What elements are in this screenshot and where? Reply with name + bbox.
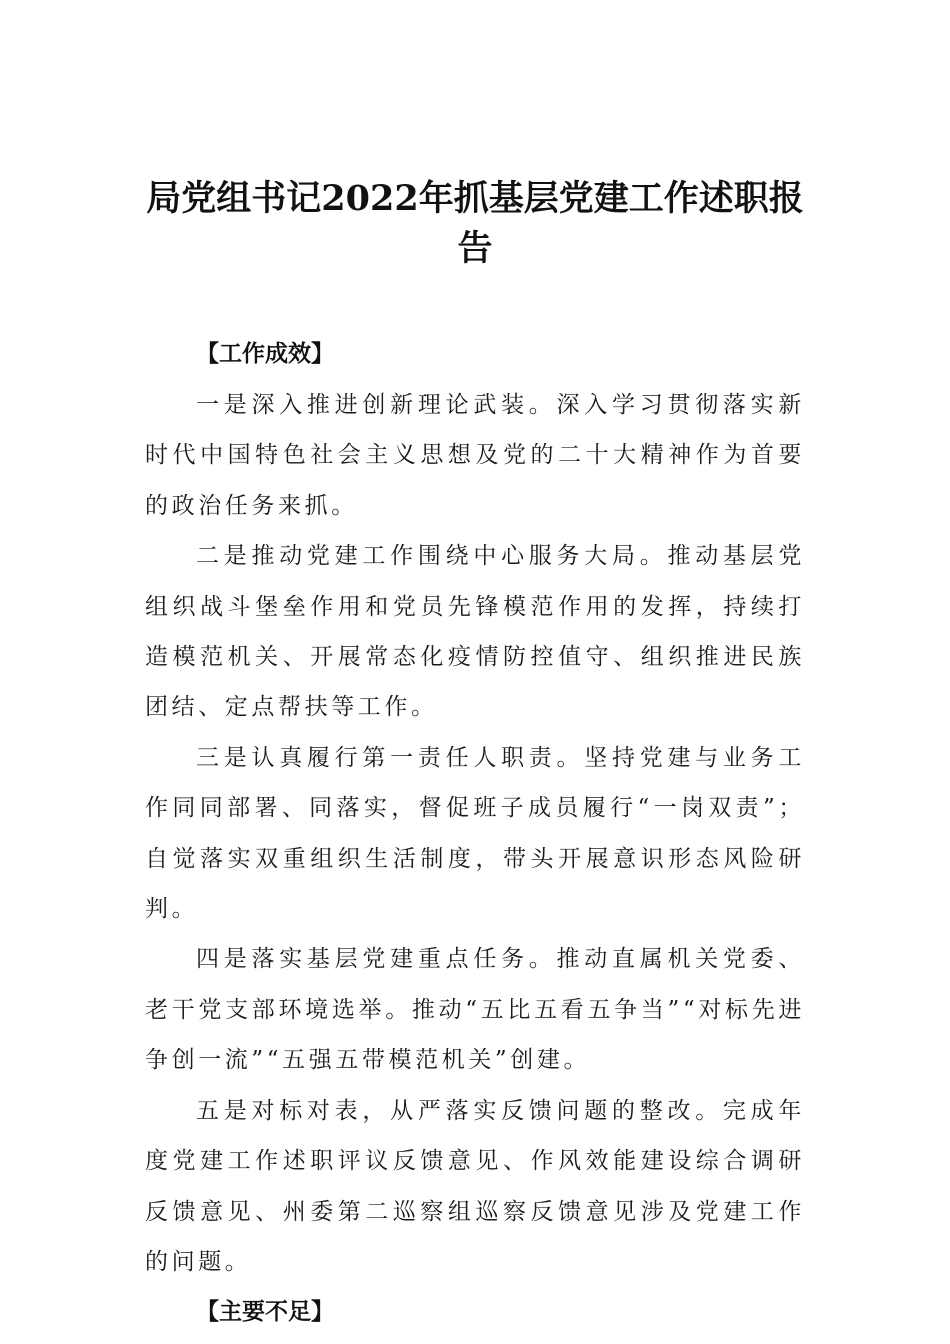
paragraph: 四是落实基层党建重点任务。推动直属机关党委、老干党支部环境选举。推动“五比五看五争当”“对标先进争创一流”“五强五带模范机关”创建。	[145, 946, 805, 1074]
section-heading-main-shortcomings: 【主要不足】	[196, 1299, 334, 1326]
paragraph: 五是对标对表，从严落实反馈问题的整改。完成年度党建工作述职评议反馈意见、作风效能建设综合调研反馈意见、州委第二巡察组巡察反馈意见涉及党建工作的问题。	[145, 1097, 805, 1275]
document-body	[145, 334, 805, 1332]
document-title: 局党组书记2022年抓基层党建工作述职报告	[146, 178, 804, 269]
section-heading-work-results: 【工作成效】	[196, 341, 334, 367]
paragraph: 三是认真履行第一责任人职责。坚持党建与业务工作同同部署、同落实，督促班子成员履行“一岗双责”；自觉落实双重组织生活制度，带头开展意识形态风险研判。	[145, 744, 805, 923]
paragraph: 二是推动党建工作围绕中心服务大局。推动基层党组织战斗堡垒作用和党员先锋模范作用的发挥，持续打造模范机关、开展常态化疫情防控值守、组织推进民族团结、定点帮扶等工作。	[145, 543, 805, 721]
paragraph: 一是深入推进创新理论武装。深入学习贯彻落实新时代中国特色社会主义思想及党的二十大精神作为首要的政治任务来抓。	[145, 392, 805, 519]
